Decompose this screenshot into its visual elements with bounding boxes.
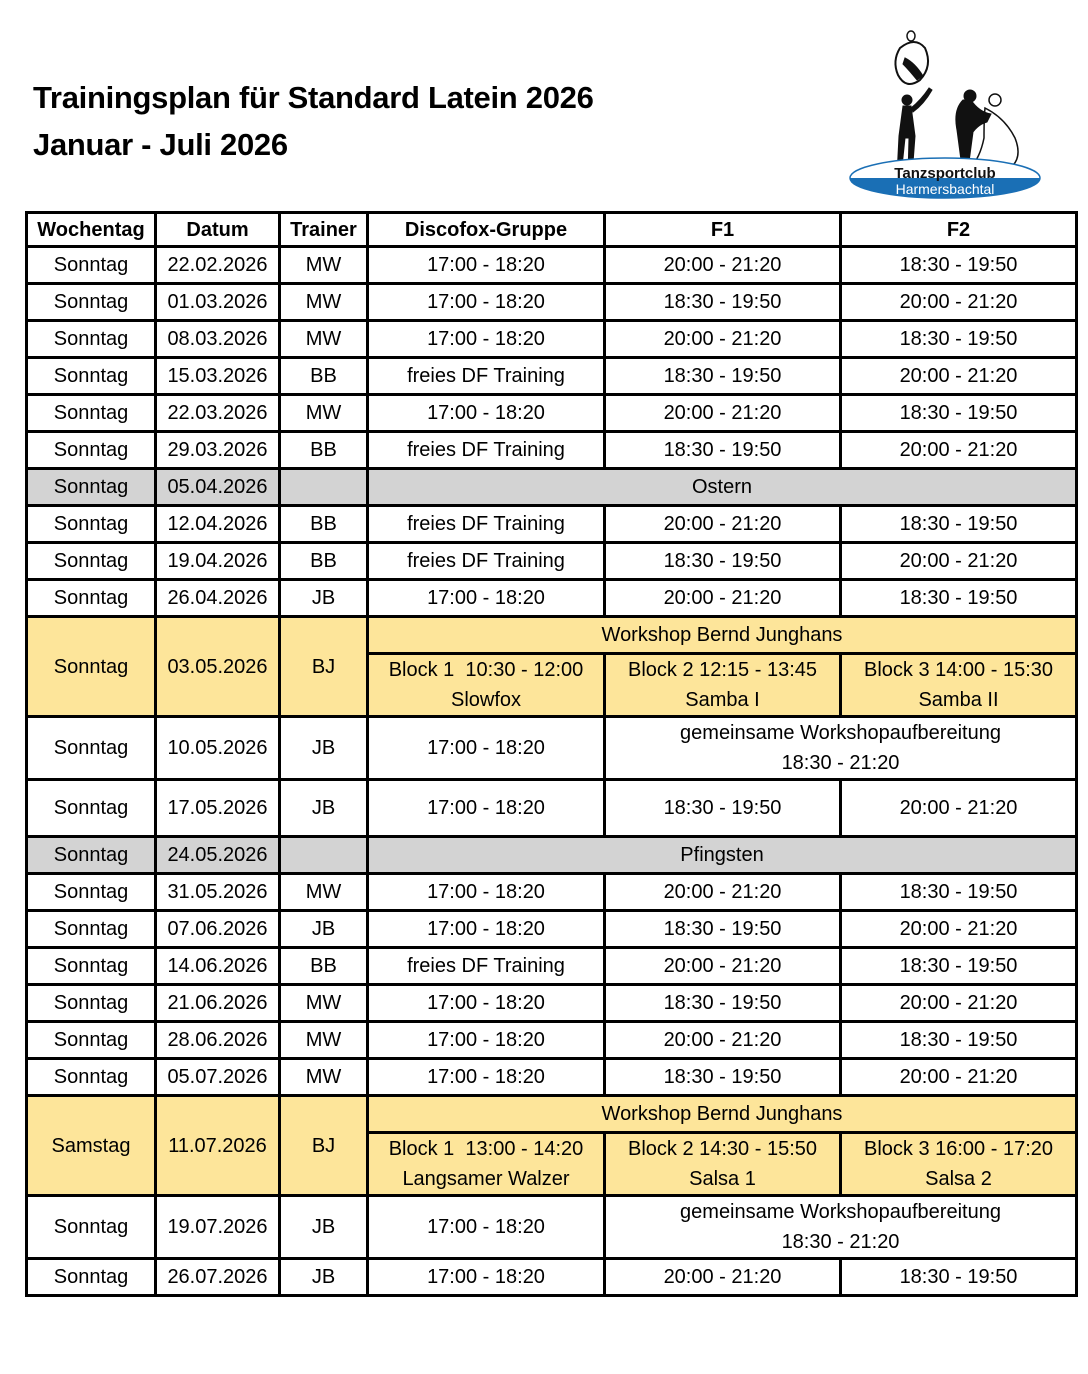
cell-discofox: freies DF Training — [368, 543, 605, 580]
cell-f1: 20:00 - 21:20 — [605, 321, 841, 358]
workshop-block — [841, 1133, 1077, 1196]
cell-discofox: 17:00 - 18:20 — [368, 321, 605, 358]
cell-wochentag: Sonntag — [27, 780, 156, 837]
cell-trainer: JB — [280, 1259, 368, 1296]
cell-trainer: MW — [280, 284, 368, 321]
table-row — [27, 506, 1077, 543]
cell-trainer: MW — [280, 247, 368, 284]
cell-discofox: 17:00 - 18:20 — [368, 1022, 605, 1059]
cell-f2: 20:00 - 21:20 — [841, 432, 1077, 469]
table-row — [27, 543, 1077, 580]
cell-wochentag: Sonntag — [27, 1059, 156, 1096]
table-row — [27, 1259, 1077, 1296]
cell-datum: 19.07.2026 — [156, 1196, 280, 1259]
cell-datum: 11.07.2026 — [156, 1096, 280, 1196]
cell-wochentag: Sonntag — [27, 1022, 156, 1059]
cell-f2: 18:30 - 19:50 — [841, 580, 1077, 617]
cell-trainer: JB — [280, 717, 368, 780]
cell-trainer: MW — [280, 1059, 368, 1096]
cell-datum: 17.05.2026 — [156, 780, 280, 837]
column-header-wochentag: Wochentag — [27, 213, 156, 247]
workshop-block — [605, 654, 841, 717]
table-row — [27, 1022, 1077, 1059]
cell-f1: 18:30 - 19:50 — [605, 432, 841, 469]
workshop-block — [368, 654, 605, 717]
table-row-holiday — [27, 837, 1077, 874]
training-schedule-table — [25, 211, 1078, 1297]
cell-discofox: freies DF Training — [368, 948, 605, 985]
cell-datum: 10.05.2026 — [156, 717, 280, 780]
cell-datum: 26.04.2026 — [156, 580, 280, 617]
page-title: Trainingsplan für Standard Latein 2026 — [33, 80, 594, 115]
workshop-block-dance: Samba II — [918, 689, 999, 711]
cell-discofox: freies DF Training — [368, 358, 605, 395]
cell-wochentag: Sonntag — [27, 874, 156, 911]
table-row-joint — [27, 1196, 1077, 1259]
cell-discofox: 17:00 - 18:20 — [368, 1059, 605, 1096]
cell-f2: 20:00 - 21:20 — [841, 1059, 1077, 1096]
cell-datum: 29.03.2026 — [156, 432, 280, 469]
cell-datum: 07.06.2026 — [156, 911, 280, 948]
cell-f2: 18:30 - 19:50 — [841, 247, 1077, 284]
cell-trainer: JB — [280, 1196, 368, 1259]
cell-wochentag: Sonntag — [27, 432, 156, 469]
table-row-workshop — [27, 617, 1077, 654]
cell-f1: 20:00 - 21:20 — [605, 506, 841, 543]
cell-discofox: freies DF Training — [368, 432, 605, 469]
cell-wochentag: Sonntag — [27, 506, 156, 543]
cell-trainer: BJ — [280, 617, 368, 717]
table-row — [27, 432, 1077, 469]
cell-wochentag: Sonntag — [27, 1259, 156, 1296]
workshop-block-time: Block 2 14:30 - 15:50 — [627, 1138, 817, 1160]
cell-f2: 18:30 - 19:50 — [841, 1259, 1077, 1296]
table-row — [27, 395, 1077, 432]
cell-discofox: 17:00 - 18:20 — [368, 284, 605, 321]
cell-f1: 20:00 - 21:20 — [605, 1259, 841, 1296]
workshop-block-time: Block 3 14:00 - 15:30 — [863, 659, 1053, 681]
cell-wochentag: Sonntag — [27, 284, 156, 321]
cell-discofox: 17:00 - 18:20 — [368, 395, 605, 432]
table-row — [27, 1059, 1077, 1096]
cell-trainer: MW — [280, 395, 368, 432]
joint-session-label: gemeinsame Workshopaufbereitung — [680, 1201, 1001, 1223]
cell-wochentag: Sonntag — [27, 321, 156, 358]
workshop-block — [605, 1133, 841, 1196]
cell-datum: 12.04.2026 — [156, 506, 280, 543]
cell-trainer: JB — [280, 911, 368, 948]
cell-discofox: 17:00 - 18:20 — [368, 780, 605, 837]
cell-datum: 28.06.2026 — [156, 1022, 280, 1059]
cell-f1: 20:00 - 21:20 — [605, 395, 841, 432]
holiday-label: Ostern — [368, 469, 1077, 506]
cell-f1: 20:00 - 21:20 — [605, 874, 841, 911]
cell-trainer: MW — [280, 1022, 368, 1059]
cell-f2: 20:00 - 21:20 — [841, 985, 1077, 1022]
cell-trainer: MW — [280, 874, 368, 911]
cell-discofox: 17:00 - 18:20 — [368, 874, 605, 911]
cell-discofox: freies DF Training — [368, 506, 605, 543]
table-row — [27, 321, 1077, 358]
column-header-datum: Datum — [156, 213, 280, 247]
holiday-label: Pfingsten — [368, 837, 1077, 874]
cell-trainer — [280, 837, 368, 874]
cell-f1: 18:30 - 19:50 — [605, 284, 841, 321]
cell-f1: 20:00 - 21:20 — [605, 247, 841, 284]
cell-datum: 24.05.2026 — [156, 837, 280, 874]
joint-session — [605, 717, 1077, 780]
cell-datum: 15.03.2026 — [156, 358, 280, 395]
table-row-workshop — [27, 1096, 1077, 1133]
cell-discofox: 17:00 - 18:20 — [368, 580, 605, 617]
cell-f2: 20:00 - 21:20 — [841, 284, 1077, 321]
cell-f1: 20:00 - 21:20 — [605, 580, 841, 617]
cell-datum: 26.07.2026 — [156, 1259, 280, 1296]
cell-datum: 22.02.2026 — [156, 247, 280, 284]
cell-f1: 18:30 - 19:50 — [605, 543, 841, 580]
cell-trainer: BB — [280, 948, 368, 985]
column-header-f2: F2 — [841, 213, 1077, 247]
cell-wochentag: Sonntag — [27, 985, 156, 1022]
cell-wochentag: Sonntag — [27, 469, 156, 506]
cell-wochentag: Sonntag — [27, 717, 156, 780]
cell-f1: 20:00 - 21:20 — [605, 1022, 841, 1059]
cell-f2: 20:00 - 21:20 — [841, 911, 1077, 948]
cell-datum: 19.04.2026 — [156, 543, 280, 580]
cell-datum: 21.06.2026 — [156, 985, 280, 1022]
logo-text-bottom: Harmersbachtal — [895, 181, 995, 197]
logo-text-top: Tanzsportclub — [894, 165, 996, 182]
table-row — [27, 985, 1077, 1022]
cell-trainer: JB — [280, 780, 368, 837]
cell-trainer: MW — [280, 985, 368, 1022]
cell-f2: 18:30 - 19:50 — [841, 948, 1077, 985]
cell-wochentag: Sonntag — [27, 617, 156, 717]
joint-session-label: gemeinsame Workshopaufbereitung — [680, 722, 1001, 744]
cell-discofox: 17:00 - 18:20 — [368, 247, 605, 284]
cell-trainer: MW — [280, 321, 368, 358]
cell-f2: 18:30 - 19:50 — [841, 321, 1077, 358]
table-row — [27, 874, 1077, 911]
column-header-trainer: Trainer — [280, 213, 368, 247]
joint-session-time: 18:30 - 21:20 — [781, 752, 900, 774]
workshop-title: Workshop Bernd Junghans — [368, 617, 1077, 654]
cell-datum: 05.07.2026 — [156, 1059, 280, 1096]
cell-wochentag: Sonntag — [27, 911, 156, 948]
cell-f2: 20:00 - 21:20 — [841, 358, 1077, 395]
dancers-logo-icon — [845, 28, 1045, 203]
column-header-f1: F1 — [605, 213, 841, 247]
cell-datum: 31.05.2026 — [156, 874, 280, 911]
cell-discofox: 17:00 - 18:20 — [368, 717, 605, 780]
cell-datum: 22.03.2026 — [156, 395, 280, 432]
cell-wochentag: Sonntag — [27, 580, 156, 617]
cell-f1: 20:00 - 21:20 — [605, 948, 841, 985]
cell-discofox: 17:00 - 18:20 — [368, 1196, 605, 1259]
workshop-block-time: Block 3 16:00 - 17:20 — [863, 1138, 1053, 1160]
cell-trainer: BB — [280, 543, 368, 580]
workshop-block-time: Block 2 12:15 - 13:45 — [627, 659, 817, 681]
cell-trainer: JB — [280, 580, 368, 617]
table-row — [27, 247, 1077, 284]
workshop-block-time: Block 1 10:30 - 12:00 — [388, 659, 584, 681]
workshop-block-dance: Langsamer Walzer — [402, 1168, 570, 1190]
workshop-block-time: Block 1 13:00 - 14:20 — [388, 1138, 584, 1160]
workshop-block-dance: Salsa 1 — [689, 1168, 756, 1190]
column-header-discofox: Discofox-Gruppe — [368, 213, 605, 247]
table-row-joint — [27, 717, 1077, 780]
workshop-block-dance: Samba I — [685, 689, 760, 711]
cell-f1: 18:30 - 19:50 — [605, 358, 841, 395]
cell-trainer: BB — [280, 506, 368, 543]
workshop-title: Workshop Bernd Junghans — [368, 1096, 1077, 1133]
cell-trainer: BJ — [280, 1096, 368, 1196]
table-row — [27, 780, 1077, 837]
table-header-row — [27, 213, 1077, 247]
table-row-holiday — [27, 469, 1077, 506]
cell-trainer — [280, 469, 368, 506]
cell-discofox: 17:00 - 18:20 — [368, 1259, 605, 1296]
cell-f1: 18:30 - 19:50 — [605, 911, 841, 948]
cell-datum: 08.03.2026 — [156, 321, 280, 358]
cell-wochentag: Sonntag — [27, 948, 156, 985]
cell-f2: 18:30 - 19:50 — [841, 874, 1077, 911]
joint-session-time: 18:30 - 21:20 — [781, 1231, 900, 1253]
cell-datum: 03.05.2026 — [156, 617, 280, 717]
cell-wochentag: Sonntag — [27, 247, 156, 284]
cell-datum: 14.06.2026 — [156, 948, 280, 985]
table-row — [27, 948, 1077, 985]
workshop-block — [368, 1133, 605, 1196]
cell-wochentag: Sonntag — [27, 1196, 156, 1259]
cell-datum: 01.03.2026 — [156, 284, 280, 321]
cell-wochentag: Sonntag — [27, 358, 156, 395]
cell-wochentag: Sonntag — [27, 543, 156, 580]
cell-wochentag: Sonntag — [27, 837, 156, 874]
cell-trainer: BB — [280, 358, 368, 395]
cell-f1: 18:30 - 19:50 — [605, 985, 841, 1022]
cell-f2: 18:30 - 19:50 — [841, 506, 1077, 543]
table-row — [27, 580, 1077, 617]
cell-f2: 18:30 - 19:50 — [841, 1022, 1077, 1059]
workshop-block — [841, 654, 1077, 717]
cell-trainer: BB — [280, 432, 368, 469]
table-row — [27, 284, 1077, 321]
table-row — [27, 358, 1077, 395]
joint-session — [605, 1196, 1077, 1259]
cell-f1: 18:30 - 19:50 — [605, 1059, 841, 1096]
table-row — [27, 911, 1077, 948]
cell-discofox: 17:00 - 18:20 — [368, 985, 605, 1022]
cell-datum: 05.04.2026 — [156, 469, 280, 506]
workshop-block-dance: Salsa 2 — [925, 1168, 992, 1190]
cell-wochentag: Samstag — [27, 1096, 156, 1196]
workshop-block-dance: Slowfox — [450, 689, 522, 711]
cell-discofox: 17:00 - 18:20 — [368, 911, 605, 948]
cell-f2: 20:00 - 21:20 — [841, 780, 1077, 837]
page-subtitle: Januar - Juli 2026 — [33, 127, 288, 162]
cell-wochentag: Sonntag — [27, 395, 156, 432]
cell-f1: 18:30 - 19:50 — [605, 780, 841, 837]
cell-f2: 18:30 - 19:50 — [841, 395, 1077, 432]
cell-f2: 20:00 - 21:20 — [841, 543, 1077, 580]
